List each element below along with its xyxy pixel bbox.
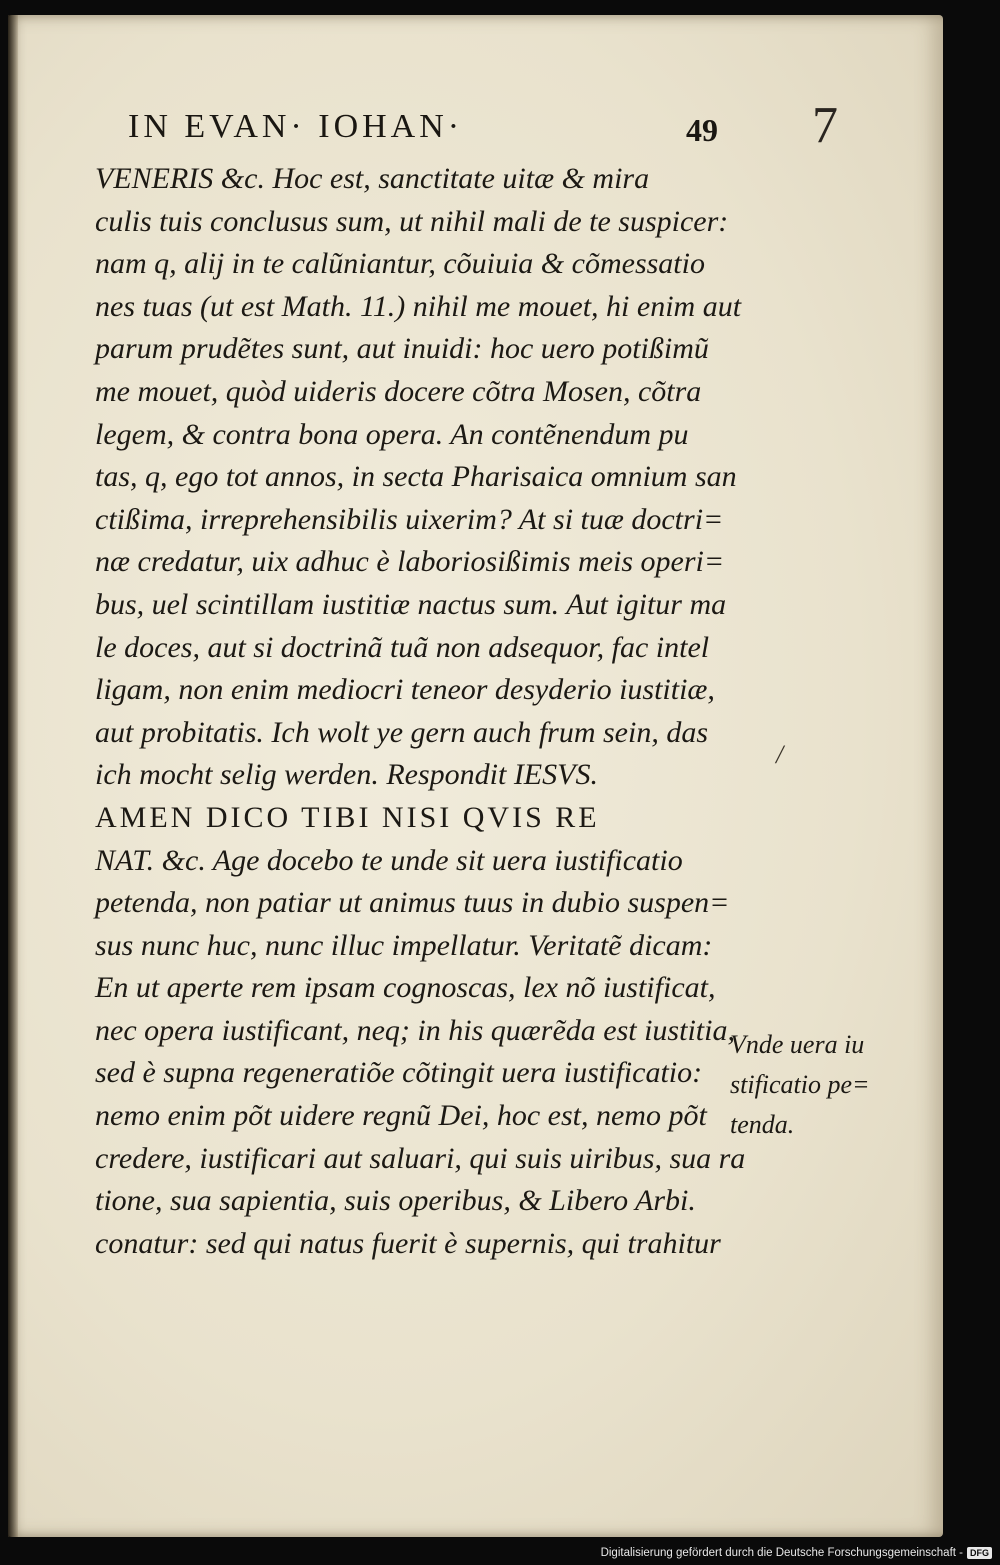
text-line: sed è supna regeneratiõe cõtingit uera iustificatio: — [95, 1056, 703, 1090]
text-line-caps: AMEN DICO TIBI NISI QVIS RE — [95, 800, 600, 834]
dfg-logo: DFG — [967, 1547, 992, 1559]
text-line: legem, & contra bona opera. An contẽnendum pu — [95, 417, 689, 451]
handwritten-corner-mark: 7 — [812, 97, 838, 154]
digitization-credit — [601, 1544, 992, 1562]
text-line: VENERIS &c. Hoc est, sanctitate uitæ & mira — [95, 162, 650, 195]
marginal-note-line: Vnde uera iu — [730, 1030, 865, 1059]
text-line: nec opera iustificant, neq; in his quærẽda est iustitia, — [95, 1013, 735, 1047]
text-line: petenda, non patiar ut animus tuus in dubio suspen= — [95, 886, 730, 920]
main-text-block — [95, 158, 746, 1265]
text-line: credere, iustificari aut saluari, qui suis uiribus, sua ra — [95, 1141, 746, 1175]
text-line: ich mocht selig werden. Respondit IESVS. — [95, 758, 598, 792]
text-line: le doces, aut si doctrinã tuã non adsequor, fac intel — [95, 630, 710, 664]
text-line: sus nunc huc, nunc illuc impellatur. Veritatẽ dicam: — [95, 928, 713, 962]
text-line: nes tuas (ut est Math. 11.) nihil me mouet, hi enim aut — [95, 289, 742, 323]
marginal-note-line: tenda. — [730, 1110, 795, 1139]
text-line: næ credatur, uix adhuc è laboriosißimis meis operi= — [95, 545, 725, 579]
text-line: parum prudẽtes sunt, aut inuidi: hoc uero potißimũ — [95, 332, 709, 366]
text-line: nam q, alij in te calũniantur, cõuiuia & cõmessatio — [95, 247, 705, 281]
text-line: tione, sua sapientia, suis operibus, & Libero Arbi. — [95, 1184, 696, 1218]
running-head: IN EVAN· IOHAN· — [128, 108, 464, 145]
text-line: culis tuis conclusus sum, ut nihil mali de te suspicer: — [95, 204, 729, 238]
text-line: tas, q, ego tot annos, in secta Pharisaica omnium san — [95, 460, 737, 494]
text-line: En ut aperte rem ipsam cognoscas, lex nõ iustificat, — [95, 971, 716, 1005]
page-gutter-shadow — [8, 15, 18, 1537]
page-number: 49 — [686, 112, 718, 148]
marginal-note — [730, 1025, 910, 1145]
text-line: conatur: sed qui natus fuerit è supernis, qui trahitur — [95, 1226, 721, 1260]
text-line: ctißima, irreprehensibilis uixerim? At si tuæ doctri= — [95, 502, 724, 536]
credit-text: Digitalisierung gefördert durch die Deutsche Forschungsgemeinschaft - — [600, 1547, 963, 1559]
text-line: aut probitatis. Ich wolt ye gern auch frum sein, das — [95, 715, 709, 749]
text-line: bus, uel scintillam iustitiæ nactus sum. Aut igitur ma — [95, 587, 727, 621]
text-line: NAT. &c. Age docebo te unde sit uera iustificatio — [95, 843, 683, 877]
marginal-note-line: stificatio pe= — [730, 1070, 870, 1099]
text-line: me mouet, quòd uideris docere cõtra Mosen, cõtra — [95, 374, 702, 408]
text-line: ligam, non enim mediocri teneor desyderio iustitiæ, — [95, 673, 715, 707]
margin-tick-mark: / — [776, 740, 784, 769]
text-line: nemo enim põt uidere regnũ Dei, hoc est, nemo põt — [95, 1099, 707, 1133]
